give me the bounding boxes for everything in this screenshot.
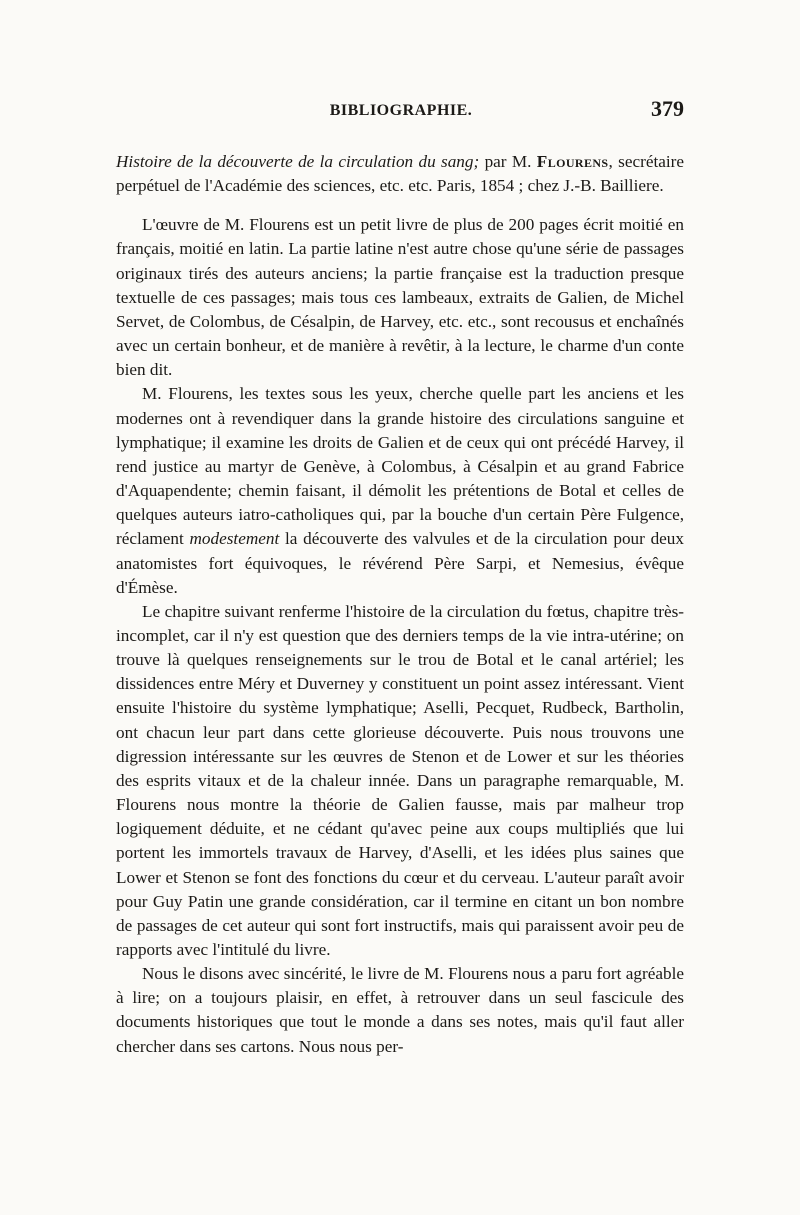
reference-details: , secrétaire perpétuel de l'Académie des sciences, etc. etc. Paris, 1854 ; chez J.-B. Bailliere. [116,152,684,196]
page-number: 379 [651,96,684,121]
paragraph-2-emphasis: modestement [189,529,280,549]
body-text [116,150,684,1059]
paragraph-1: L'œuvre de M. Flourens est un petit livre de plus de 200 pages écrit moitié en français, moitié en latin. La partie latine n'est autre chose qu'une série de passages originaux tirés des auteurs anciens; la partie française est la traduction presque textuelle de ces passages; mais tous ces lambeaux, extraits de Galien, de Michel Servet, de Colombus, de Césalpin, de Harvey, etc. etc., sont recousus et enchaînés avec un certain bonheur, et de manière à revêtir, à la lecture, le charme d'un conte bien dit. [116,215,684,380]
paragraph-2-end: la découverte des valvules et de la circulation pour deux anatomistes fort équivoques, le révérend Père Sarpi, et Nemesius, évêque d'Émèse. [116,529,684,597]
paragraph-2 [116,382,684,599]
running-head-title: BIBLIOGRAPHIE. [329,102,473,119]
reference-author: Flourens [536,152,609,171]
paragraph-4: Nous le disons avec sincérité, le livre de M. Flourens nous a paru fort agréable à lire; on a toujours plaisir, en effet, à retrouver dans un seul fascicule des documents historiques que tout le monde a dans ses notes, mais qu'il faut aller chercher dans ses cartons. Nous nous per- [116,964,684,1056]
paragraph-3: Le chapitre suivant renferme l'histoire de la circulation du fœtus, chapitre très-incomplet, car il n'y est question que des derniers temps de la vie intra-utérine; on trouve là quelques renseignements sur le trou de Botal et le canal artériel; les dissidences entre Méry et Duverney y constituent un point assez intéressant. Vient ensuite l'histoire du système lymphatique; Aselli, Pecquet, Rudbeck, Bartholin, ont chacun leur part dans cette glorieuse découverte. Puis nous trouvons une digression intéressante sur les œuvres de Stenon et de Lower et sur les théories des esprits vitaux et de la chaleur innée. Dans un paragraphe remarquable, M. Flourens nous montre la théorie de Galien fausse, mais par malheur trop logiquement déduite, et ne cédant qu'avec peine aux coups multipliés que lui portent les immortels travaux de Harvey, d'Aselli, et les idées plus saines que Lower et Stenon se font des fonctions du cœur et du cerveau. L'auteur paraît avoir pour Guy Patin une grande considération, car il termine en citant un bon nombre de passages de cet auteur qui sont fort instructifs, mais qui paraissent avoir peu de rapports avec l'intitulé du livre. [116,601,684,959]
running-head [118,96,684,126]
bibliographic-reference [116,150,684,198]
reference-title: Histoire de la découverte de la circulation du sang; [116,152,480,171]
paragraph-2-start: M. Flourens, les textes sous les yeux, cherche quelle part les anciens et les modernes ont à revendiquer dans la grande histoire des circulations sanguine et lymphatique; il examine les droits de Galien et de ceux qui ont précédé Harvey, il rend justice au martyr de Genève, à Colombus, à Césalpin et au grand Fabrice d'Aquapendente; chemin faisant, il démolit les prétentions de Botal et celles de quelques auteurs iatro-catholiques qui, par la bouche d'un certain Père Fulgence, réclament [116,384,684,549]
reference-by: par M. [479,152,537,171]
